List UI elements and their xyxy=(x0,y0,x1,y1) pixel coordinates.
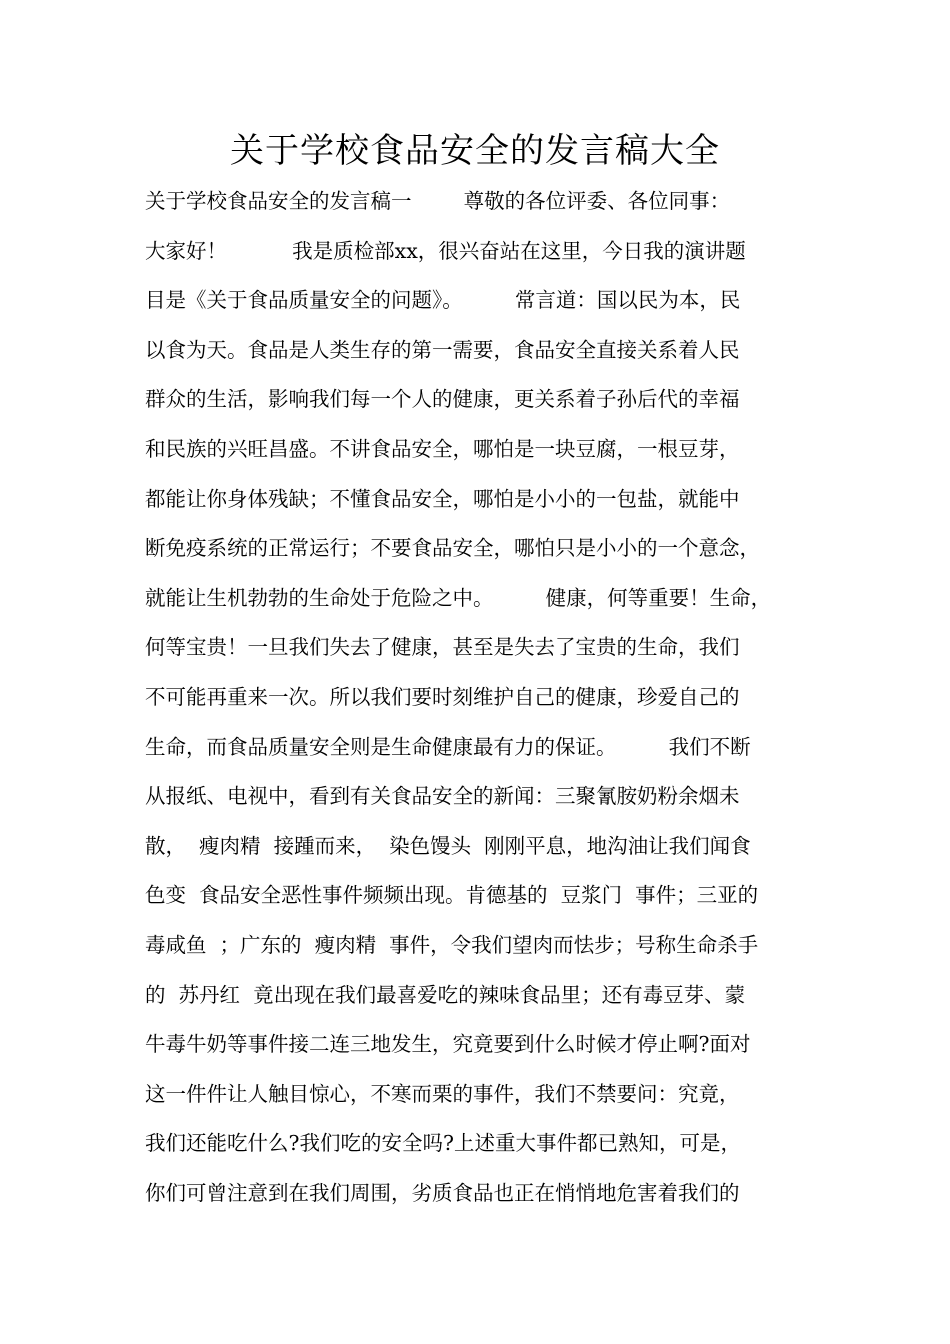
body-line: 散， 瘦肉精 接踵而来， 染色馒头 刚刚平息，地沟油让我们闻食 xyxy=(145,833,751,858)
body-line: 你们可曾注意到在我们周围，劣质食品也正在悄悄地危害着我们的 xyxy=(145,1180,740,1205)
body-line: 生命，而食品质量安全则是生命健康最有力的保证。 我们不断 xyxy=(145,734,751,759)
body-line: 和民族的兴旺昌盛。不讲食品安全，哪怕是一块豆腐，一根豆芽， xyxy=(145,436,740,461)
body-line: 不可能再重来一次。所以我们要时刻维护自己的健康，珍爱自己的 xyxy=(145,684,740,709)
body-line: 目是《关于食品质量安全的问题》。 常言道：国以民为本，民 xyxy=(145,288,741,313)
body-line: 都能让你身体残缺；不懂食品安全，哪怕是小小的一包盐，就能中 xyxy=(145,486,740,511)
document-body xyxy=(145,181,825,1222)
body-line: 从报纸、电视中，看到有关食品安全的新闻：三聚氰胺奶粉余烟未 xyxy=(145,784,740,809)
body-line: 以食为天。食品是人类生存的第一需要，食品安全直接关系着人民 xyxy=(145,337,740,362)
document-title: 关于学校食品安全的发言稿大全 xyxy=(230,131,720,171)
body-line: 这一件件让人触目惊心，不寒而栗的事件，我们不禁要问：究竟， xyxy=(145,1081,740,1106)
body-line: 群众的生活，影响我们每一个人的健康，更关系着子孙后代的幸福 xyxy=(145,387,740,412)
body-line: 的 苏丹红 竟出现在我们最喜爱吃的辣味食品里；还有毒豆芽、蒙 xyxy=(145,982,746,1007)
body-line: 何等宝贵！一旦我们失去了健康，甚至是失去了宝贵的生命，我们 xyxy=(145,635,740,660)
body-line: 关于学校食品安全的发言稿一 尊敬的各位评委、各位同事： xyxy=(145,189,731,213)
body-line: 色变 食品安全恶性事件频频出现。肯德基的 豆浆门 事件；三亚的 xyxy=(145,883,759,908)
body-line: 就能让生机勃勃的生命处于危险之中。 健康，何等重要！生命， xyxy=(145,585,772,610)
body-line: 毒咸鱼 ；广东的 瘦肉精 事件，令我们望肉而怯步；号称生命杀手 xyxy=(145,932,759,957)
body-line: 断免疫系统的正常运行；不要食品安全，哪怕只是小小的一个意念， xyxy=(145,536,760,561)
body-line: 我们还能吃什么?我们吃的安全吗?上述重大事件都已熟知，可是， xyxy=(145,1131,741,1156)
body-line: 大家好！ 我是质检部xx，很兴奋站在这里，今日我的演讲题 xyxy=(145,238,746,263)
body-line: 牛毒牛奶等事件接二连三地发生，究竟要到什么时候才停止啊?面对 xyxy=(145,1032,751,1057)
